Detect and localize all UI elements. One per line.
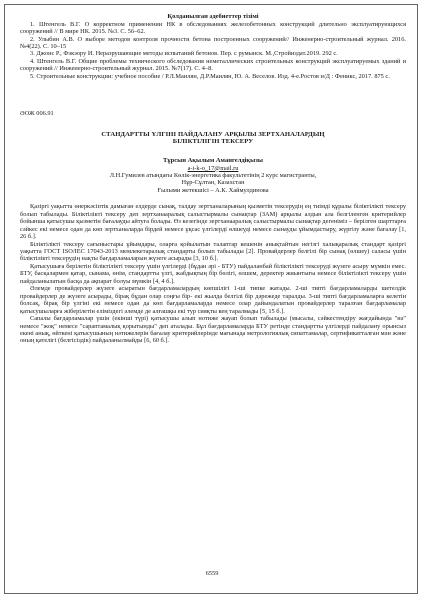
article-title-line: СТАНДАРТТЫ ҮЛГІНІ ПАЙДАЛАНУ АРҚЫЛЫ ЗЕРТХАНАЛАРДЫҢ [101,130,325,138]
article-title-line: БІЛІКТІЛІГІН ТЕКСЕРУ [172,138,254,146]
reference-item: 1. Штенгель В.Г. О корректном применении НК в обследованиях железобетонных конструкций длительно эксплуатирующихся сооружений // В мире НК. 2015. №3. С. 56–62. [20,20,406,36]
reference-item: 5. Строительные конструкции: учебное пособие / Р.Л.Маилян, Д.Р.Маилян, Ю. А. Веселов. Изд. 4-е.Ростов н/Д : Феникс, 2017. 875 с. [30,72,390,80]
article-title [20,131,406,146]
body-paragraph: Әлемде провайдерлер жүзеге асыратын бағдарламалардың көпшілігі 1-ші типке жатады. 2-ші типті бағдарламаларды шетелдік провайдерлер де жүзеге асырады, бірақ бұдан олар соңғы бір- екі жылда белгілі бір дәрежеде таралды. 3-ші типті бағдарламаларға келетін болсақ, бірақ бір үлгіні екі немесе одан да көп бағдарламаларда немесе олар дайындалатын провайдерлер таралған бағдарламалар қатысушыларға жіберілетін еліміздегі әлемде де алғашқы екі тур сияқты кең таралмады [5, 15 б.]. [20,285,406,315]
affiliation-line: Л.Н.Гумилев атындағы Көлік-энергетика факультетінің 2 курс магистранты, [109,171,317,179]
references-heading: Қолданылған әдебиеттер тізімі [167,13,259,20]
reference-item: 4. Штенгель В.Г. Общие проблемы технического обследования неметаллических строительных конструкций эксплуатируемых зданий и сооружений // Инженерно-строительный журнал. 2015. №7(17). С. 4–8. [20,57,406,73]
author-name: Тұрсын Ақылым Амангелдіқызы [163,156,263,164]
affiliation-line: Ғылыми жетекшісі – А.К. Хаймулдинова [157,186,269,194]
body-paragraph: Біліктілікті тексеру сағыныстары ұйымдары, оларға қойылатын талаптар кешенін анықтайтын негізгі халықаралық стандарт қазіргі уақытта ГОСТ ISO/IEC 17043-2013 мемлекетаралық стандарты болып табылады [2]. Провайдерлер белгілі бір сынақ (өлшеу) саласы үшін біліктілікті тексерудің нақты бағдарламаларын жүзеге асырады [3, 10 б.]. [20,240,406,263]
document-page [20,13,406,345]
reference-item: 2. Улыбин А.В. О выборе методов контроля прочности бетона построенных сооружений// Инженерно-строительный журнал. 2016. №4(22). С. 10–15 [20,35,406,50]
udk-code: ӘОЖ 006.91 [20,110,54,118]
body-paragraph: Қатысушыға берілетін біліктілікті тексеру үшін үлгілерді (бұдан әрі - БТУ) пайдаланбай біліктілікті тексеруді жүзеге асыру мүмкін емес. БТУ, басқалармен қатар, сынама, өнім, стандартты үлгі, жабдықтың бір бөлігі, өлшем, деректер жиынтығы немесе біліктілікті тексеру үшін пайдаланылатын басқа да ақпарат болуы мүмкін [4, 4 б.]. [20,262,406,285]
body-paragraph: Сапалы бағдарламалар үшін (екінші түрі) қатысушы алып нотиже жауап болып табылады (мысалы, сәйкестендіру жағдайында "иә" немесе "жоқ" немесе "сараптамалық қорытынды" деп аталады. Бұл бағдарламаларда БТУ ретінде стандартты үлгілерді пайдалану орынсыз екені анық, өйткені қатысушының нәтижелерін бағалау критерийлерінде мағынада метрологиялық сипаттамалар, сертификатталған мән және оның қателігі (белгісіздік) пайдаланылмайды [6, 60 б.]. [20,315,406,345]
author-email-link[interactable]: a-i-k-o_17@mail.ru [187,164,239,172]
body-paragraph: Қазіргі уақытта өнеркәсіптік дамыған елдерде сынақ, талдау зертханаларының қызметін тексерудің ең тиімді құралы біліктілікті тексеру болып табылады. Біліктілікті тексеру деп зертханааралық салыстырмалы сынақтар (ЗАМ) арқылы алдын ала белгіленген критерийлер бойынша қатысушы қызметін бағалауды айтуға болады. Өз кезегінде зертханааралық салыстырмалы сынақтар дегеніміз – берілген шарттарға сәйкес екі немесе одан да көп зертханаларда бірдей немесе ұқсас үлгілерді өлшеуді немесе сынауды ұйымдастыру, жүргізу және бағалау [1, 26 б.]. [20,203,406,241]
reference-item: 3. Джонс Р., Фэкэору И. Неразрушающие методы испытаний бетонов. Пер. с румынск. М.,Стройиздат.2019. 292 с. [30,50,338,58]
page-number: 6559 [205,570,219,577]
affiliation-line: Нұр-Сұлтан, Казахстан [181,179,245,187]
